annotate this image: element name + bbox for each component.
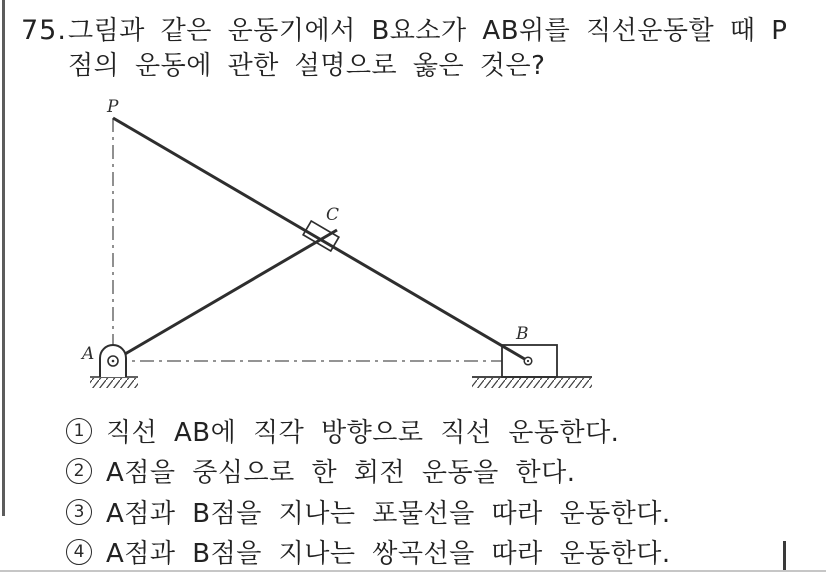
- option-1-marker: 1: [66, 418, 92, 444]
- option-1-text: 직선 AB에 직각 방향으로 직선 운동한다.: [106, 418, 620, 448]
- ground-hatch-B: [472, 378, 592, 388]
- option-3-marker: 3: [66, 499, 92, 525]
- question-text: [68, 14, 798, 84]
- label-P: P: [107, 97, 119, 117]
- link-AC: [113, 230, 337, 361]
- pin-A-center: [112, 360, 115, 363]
- right-margin-stroke: [783, 541, 786, 572]
- label-C: C: [326, 205, 340, 225]
- label-A: A: [82, 344, 95, 364]
- question-line-1: 그림과 같은 운동기에서 B요소가 AB위를 직선운동할 때 P: [68, 16, 788, 46]
- pin-B-center: [527, 360, 529, 362]
- option-4-text: A점과 B점을 지나는 쌍곡선을 따라 운동한다.: [106, 539, 671, 569]
- option-2-text: A점을 중심으로 한 회전 운동을 한다.: [106, 458, 576, 488]
- label-B: B: [516, 324, 529, 344]
- linkage-diagram: [50, 92, 620, 404]
- question-number: 75.: [21, 15, 67, 46]
- page-left-border: [2, 0, 5, 516]
- option-2-marker: 2: [66, 458, 92, 484]
- option-1: [66, 412, 619, 449]
- question-line-2: 점의 운동에 관한 설명으로 옳은 것은?: [68, 51, 546, 81]
- option-3: [66, 493, 671, 530]
- option-3-text: A점과 B점을 지나는 포물선을 따라 운동한다.: [106, 499, 671, 529]
- option-2: [66, 452, 576, 489]
- option-4-marker: 4: [66, 539, 92, 565]
- ground-hatch-A: [90, 378, 138, 388]
- option-4: [66, 533, 671, 570]
